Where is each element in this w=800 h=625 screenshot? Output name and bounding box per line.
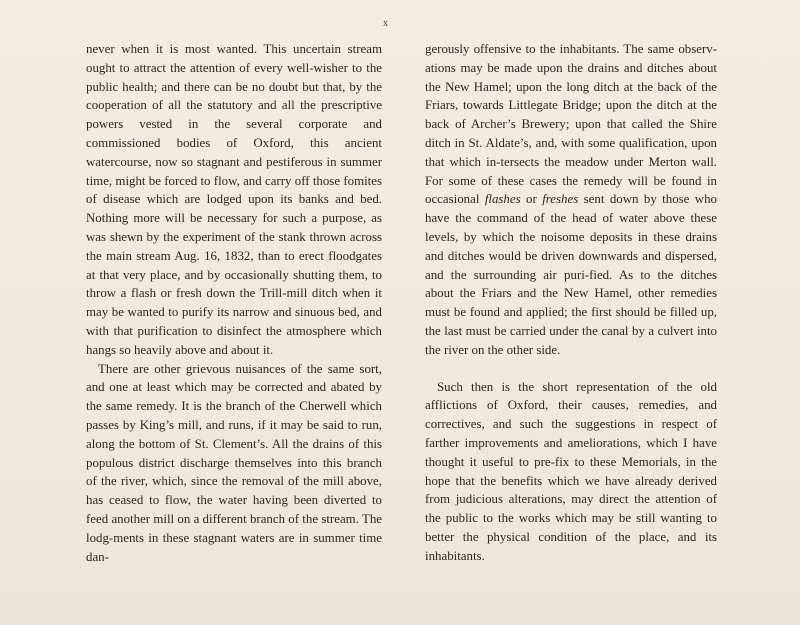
italic-freshes: freshes — [542, 192, 579, 207]
right-paragraph-1-text-or: or — [520, 192, 543, 207]
right-paragraph-1-text-a: gerously offensive to the inhabitants. The same observ-ations may be made upon the drains and ditches about the New Hamel; upon the long ditch at the back of the Friars, towards Littlegate Bridge; upon the ditch at the back of Archer’s Brewery; upon that called the Shire ditch in St. Aldate’s, and, with some qualification, upon that which in-tersects the meadow under Merton wall. For some of these cases the remedy will be found in occasional — [425, 42, 717, 207]
italic-flashes: flashes — [484, 192, 521, 207]
page-number: x — [383, 18, 389, 29]
left-paragraph-1: never when it is most wanted. This uncertain stream ought to attract the attention of every well-wisher to the public health; and there can be no doubt but that, by the cooperation of all the statutory and all the prescriptive powers vested in the several corporate and commissioned bodies of Oxford, this ancient watercourse, now so stagnant and pestiferous in summer time, might be forced to flow, and carry off those fomites of disease which are lodged upon its banks and bed. Nothing more will be necessary for such a purpose, as was shewn by the experiment of the stank thrown across the main stream Aug. 16, 1832, than to erect floodgates at that very place, and by occasionally shutting them, to throw a flash or fresh down the Trill-mill ditch when it may be wanted to purify its narrow and sinuous bed, and with that purification to disinfect the atmosphere which hangs so heavily above and about it. — [86, 42, 382, 357]
left-paragraph-2: There are other grievous nuisances of the same sort, and one at least which may be corrected and abated by the same remedy. It is the branch of the Cherwell which passes by King’s mill, and runs, if it may be said to run, along the bottom of St. Clement’s. All the drains of this populous district discharge themselves into this branch of the river, which, since the removal of the mill above, has ceased to flow, the water having been diverted to feed another mill on a different branch of the stream. The lodg-ments in these stagnant waters are in summer time dan- — [86, 361, 382, 564]
right-column — [425, 40, 717, 566]
right-paragraph-1-text-b: sent down by those who have the command of the head of water above these levels, by which the noisome deposits in these drains and ditches would be driven downwards and dispersed, and the surrounding air puri-fied. As to the ditches about the Friars and the New Hamel, other remedies must be found and applied; the first should be filled up, the last must be carried under the canal by a culvert into the river on the other side. — [425, 192, 717, 357]
right-paragraph-1 — [425, 40, 717, 360]
left-column — [86, 40, 382, 566]
right-paragraph-2: Such then is the short representation of the old afflictions of Oxford, their causes, remedies, and correctives, and such the suggestions in respect of farther improvements and ameliorations, which I have thought it useful to pre-fix to these Memorials, in the hope that the benefits which we have already derived from judicious alterations, may direct the attention of the public to the works which may be still wanting to better the physical condition of the place, and its inhabitants. — [425, 379, 717, 563]
page-bottom-shade — [0, 595, 800, 625]
